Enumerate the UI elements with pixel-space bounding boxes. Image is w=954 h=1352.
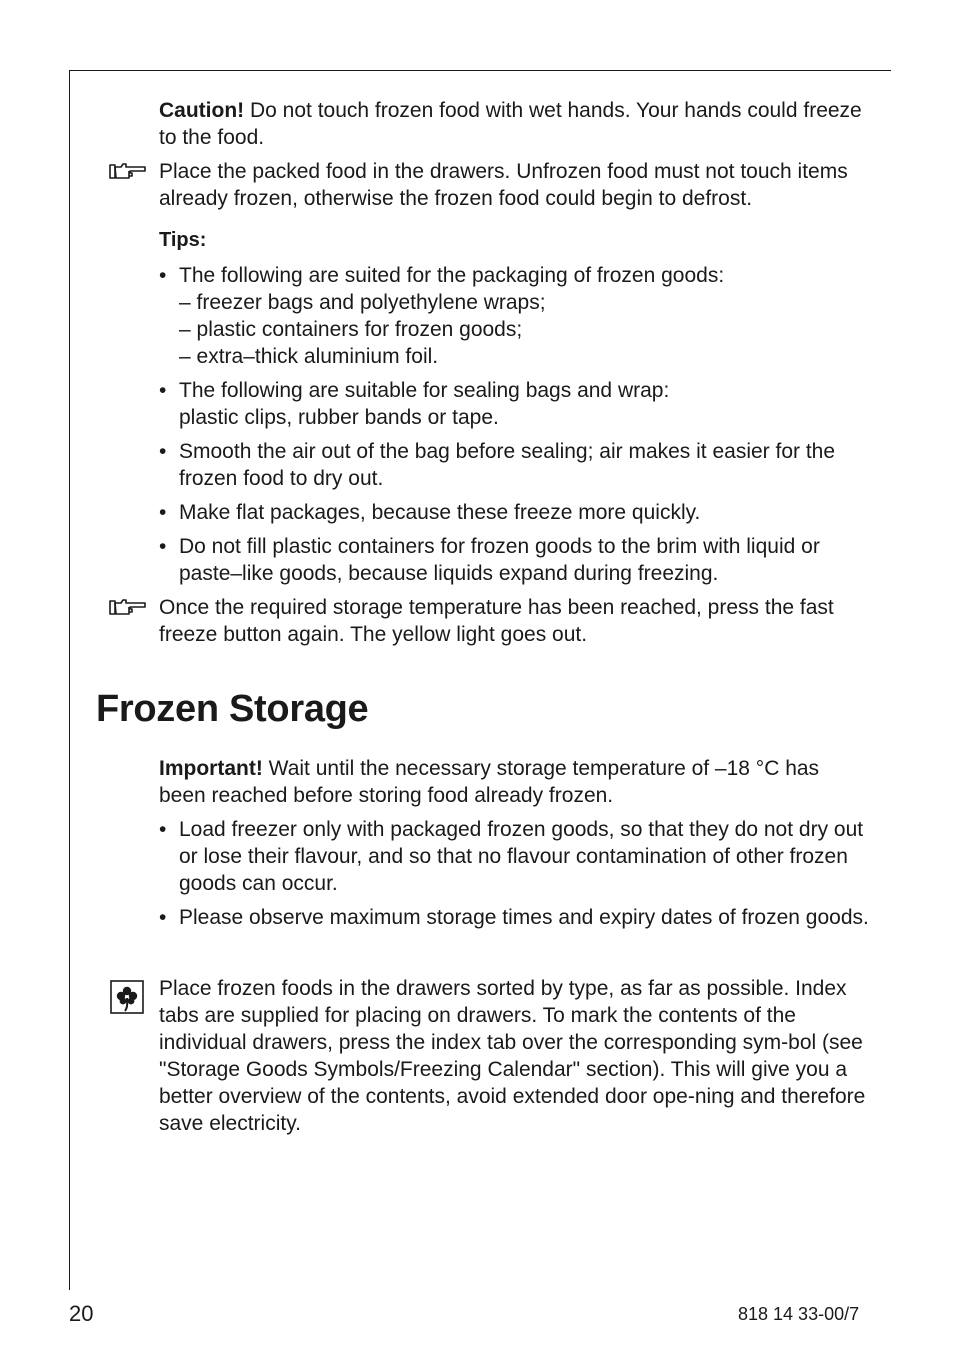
caution-label: Caution! <box>159 99 245 122</box>
instruction-fast-freeze: Once the required storage temperature has been reached, press the fast freeze button again. The yellow light goes out. <box>159 596 834 646</box>
tips-title: Tips: <box>159 229 207 251</box>
document-code: 818 14 33-00/7 <box>738 1304 860 1324</box>
left-rule <box>69 70 70 1290</box>
tip-item <box>159 499 871 526</box>
tip-text: Do not fill plastic containers for frozen goods to the brim with liquid or paste–like goods, because liquids expand during freezing. <box>179 535 820 585</box>
bullet-dot: • <box>159 906 167 929</box>
storage-bullet <box>159 904 871 931</box>
section-title: Frozen Storage <box>96 688 369 730</box>
bullet-dot: • <box>159 440 167 463</box>
important-label: Important! <box>159 757 263 780</box>
storage-bullet <box>159 816 871 897</box>
instruction-place-food: Place the packed food in the drawers. Unfrozen food must not touch items already frozen, otherwise the frozen food could begin to defrost. <box>159 160 848 210</box>
caution-paragraph <box>159 97 871 151</box>
pointing-hand-icon <box>108 160 148 182</box>
tip-subline: plastic clips, rubber bands or tape. <box>179 406 499 429</box>
eco-tip-paragraph: Place frozen foods in the drawers sorted by type, as far as possible. Index tabs are supplied for placing on drawers. To mark the contents of the individual drawers, press the index tab over the corresponding sym-bol (see "Storage Goods Symbols/Freezing Calendar" section). This will give you a better overview of the contents, avoid extended door ope-ning and therefore save electricity. <box>159 977 866 1135</box>
pointing-hand-icon <box>108 596 148 618</box>
tip-item <box>159 438 871 492</box>
tip-subline: – plastic containers for frozen goods; <box>179 318 523 341</box>
storage-bullet-text: Please observe maximum storage times and expiry dates of frozen goods. <box>179 906 869 929</box>
top-rule <box>69 70 891 71</box>
tip-text: Make flat packages, because these freeze more quickly. <box>179 501 701 524</box>
important-paragraph <box>159 755 871 809</box>
tip-item <box>159 377 871 431</box>
tip-text: Smooth the air out of the bag before sealing; air makes it easier for the frozen food to dry out. <box>179 440 836 490</box>
tip-subline: – extra–thick aluminium foil. <box>179 345 439 368</box>
bullet-dot: • <box>159 379 167 402</box>
tip-item <box>159 533 871 587</box>
bullet-dot: • <box>159 501 167 524</box>
page-number: 20 <box>69 1301 94 1326</box>
tip-text: The following are suitable for sealing bags and wrap: <box>179 379 670 402</box>
bullet-dot: • <box>159 818 167 841</box>
tip-subline: – freezer bags and polyethylene wraps; <box>179 291 546 314</box>
tip-item <box>159 262 871 370</box>
clover-icon <box>110 980 144 1014</box>
important-text: Wait until the necessary storage temperature of –18 °C has been reached before storing food already frozen. <box>159 757 820 807</box>
storage-bullet-text: Load freezer only with packaged frozen goods, so that they do not dry out or lose their flavour, and so that no flavour contamination of other frozen goods can occur. <box>179 818 864 895</box>
tip-text: The following are suited for the packaging of frozen goods: <box>179 264 725 287</box>
caution-text: Do not touch frozen food with wet hands. Your hands could freeze to the food. <box>159 99 862 149</box>
bullet-dot: • <box>159 535 167 558</box>
bullet-dot: • <box>159 264 167 287</box>
